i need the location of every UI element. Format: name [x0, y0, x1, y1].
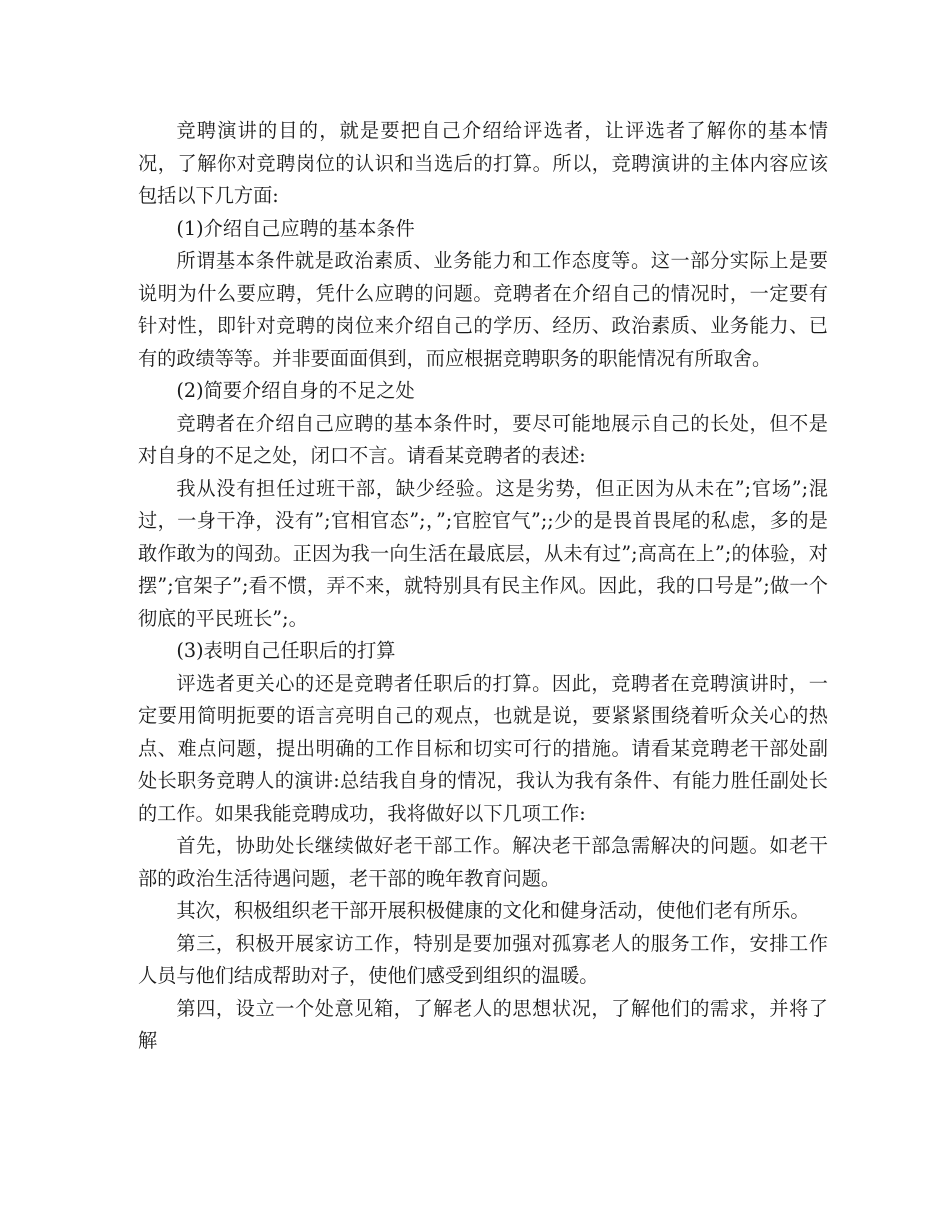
paragraph-intro: 竞聘演讲的目的，就是要把自己介绍给评选者，让评选者了解你的基本情况，了解你对竞聘岗位的认识和当选后的打算。所以，竞聘演讲的主体内容应该包括以下几方面: [138, 119, 828, 207]
paragraph-second: 其次，积极组织老干部开展积极健康的文化和健身活动，使他们老有所乐。 [176, 899, 810, 922]
document-body [138, 115, 828, 1058]
paragraph-third: 第三，积极开展家访工作，特别是要加强对孤寡老人的服务工作，安排工作人员与他们结成帮助对子，使他们感受到组织的温暖。 [138, 931, 828, 987]
paragraph-shortcomings: 竞聘者在介绍自己应聘的基本条件时，要尽可能地展示自己的长处，但不是对自身的不足之处，闭口不言。请看某竞聘者的表述: [138, 411, 828, 467]
paragraph-example-statement: 我从没有担任过班干部，缺少经验。这是劣势，但正因为从未在”;官场”;混过，一身干净，没有”;官相官态”;，”;官腔官气”;;少的是畏首畏尾的私虑，多的是敢作敢为的闯劲。正因为我一向生活在最底层，从未有过”;高高在上”;的体验，对摆”;官架子”;看不惯，弄不来，就特别具有民主作风。因此，我的口号是”;做一个彻底的平民班长”;。 [138, 476, 828, 630]
heading-basic-conditions: (1)介绍自己应聘的基本条件 [176, 216, 415, 240]
paragraph-plans: 评选者更关心的还是竞聘者任职后的打算。因此，竞聘者在竞聘演讲时，一定要用简明扼要的语言亮明自己的观点，也就是说，要紧紧围绕着听众关心的热点、难点问题，提出明确的工作目标和切实可行的措施。请看某竞聘老干部处副处长职务竞聘人的演讲:总结我自身的情况，我认为我有条件、有能力胜任副处长的工作。如果我能竞聘成功，我将做好以下几项工作: [138, 671, 828, 825]
paragraph-basic-conditions: 所谓基本条件就是政治素质、业务能力和工作态度等。这一部分实际上是要说明为什么要应聘，凭什么应聘的问题。竞聘者在介绍自己的情况时，一定要有针对性，即针对竞聘的岗位来介绍自己的学历、经历、政治素质、业务能力、已有的政绩等等。并非要面面俱到，而应根据竞聘职务的职能情况有所取舍。 [138, 249, 828, 370]
paragraph-first: 首先，协助处长继续做好老干部工作。解决老干部急需解决的问题。如老干部的政治生活待遇问题，老干部的晚年教育问题。 [138, 834, 828, 890]
heading-shortcomings: (2)简要介绍自身的不足之处 [176, 379, 415, 402]
paragraph-fourth: 第四，设立一个处意见箱，了解老人的思想状况，了解他们的需求，并将了解 [138, 996, 828, 1052]
heading-plans: (3)表明自己任职后的打算 [176, 639, 396, 662]
